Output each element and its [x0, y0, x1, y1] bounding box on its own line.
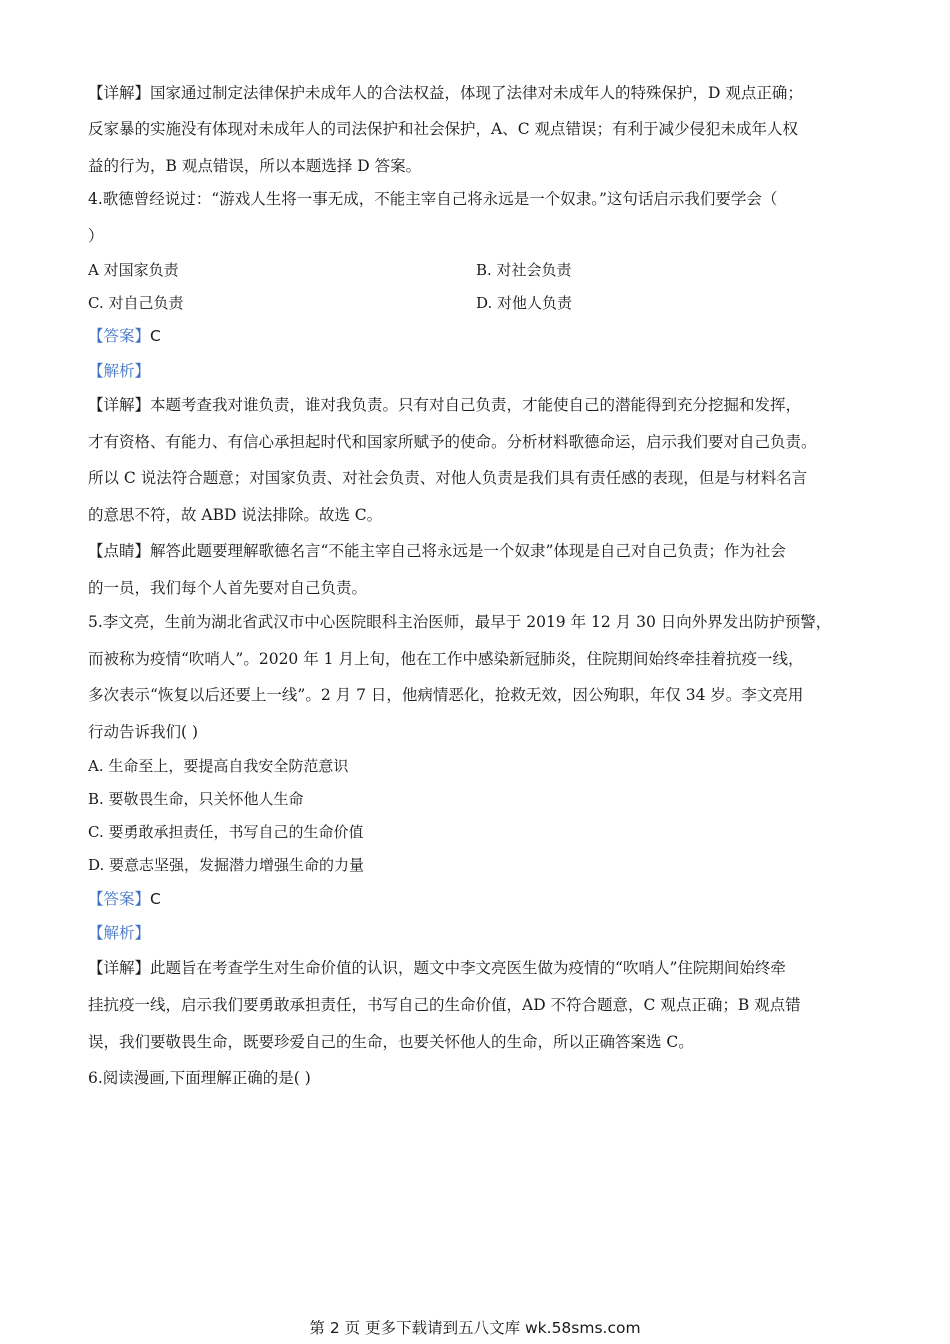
- q5-detail-tag: 【详解】: [88, 959, 151, 977]
- q4-comment-line-1: 【点睛】解答此题要理解歌德名言“不能主宰自己将永远是一个奴隶”体现是自己对自己负责；作为社会: [88, 542, 786, 560]
- q5-option-a: A. 生命至上，要提高自我安全防范意识: [88, 757, 349, 775]
- page-footer: 第 2 页 更多下载请到五八文库 wk.58sms.com: [309, 1319, 641, 1337]
- q5-stem-line-3: 多次表示“恢复以后还要上一线”。2 月 7 日，他病情恶化，抢救无效，因公殉职，年仅 34 岁。李文亮用: [88, 686, 804, 704]
- q4-option-c: C. 对自己负责: [88, 294, 184, 312]
- q4-answer-tag: 【答案】: [88, 327, 151, 345]
- q5-stem-line-2: 而被称为疫情“吹哨人”。2020 年 1 月上旬，他在工作中感染新冠肺炎，住院期间始终牵挂着抗疫一线，: [88, 650, 804, 668]
- q4-detail-tag: 【详解】: [88, 396, 151, 414]
- q5-answer-tag: 【答案】: [88, 890, 151, 908]
- q5-option-b: B. 要敬畏生命，只关怀他人生命: [88, 790, 304, 808]
- q5-analysis-tag: 【解析】: [88, 924, 151, 942]
- q3-detail-line-1: 【详解】国家通过制定法律保护未成年人的合法权益，体现了法律对未成年人的特殊保护，D 观点正确；: [88, 84, 803, 102]
- q4-option-a: A 对国家负责: [88, 261, 179, 279]
- q6-stem: 6.阅读漫画,下面理解正确的是( ): [88, 1069, 311, 1087]
- q4-answer: [88, 325, 161, 347]
- q5-detail-line-2: 挂抗疫一线，启示我们要勇敢承担责任，书写自己的生命价值，AD 不符合题意，C 观点正确；B 观点错: [88, 996, 801, 1014]
- q5-detail-line-3: 误，我们要敬畏生命，既要珍爱自己的生命，也要关怀他人的生命，所以正确答案选 C。: [88, 1033, 694, 1051]
- q4-option-b: B. 对社会负责: [476, 261, 572, 279]
- q5-answer-value: C: [150, 890, 161, 908]
- q5-stem-line-4: 行动告诉我们( ): [88, 723, 199, 741]
- q3-detail-line-2: 反家暴的实施没有体现对未成年人的司法保护和社会保护，A、C 观点错误；有利于减少侵犯未成年人权: [88, 120, 798, 138]
- q5-option-d: D. 要意志坚强，发掘潜力增强生命的力量: [88, 856, 365, 874]
- q4-stem-line-2: ）: [88, 227, 104, 245]
- q5-detail-line-1: 【详解】此题旨在考查学生对生命价值的认识，题文中李文亮医生做为疫情的“吹哨人”住院期间始终牵: [88, 959, 786, 977]
- q4-analysis-tag: 【解析】: [88, 362, 151, 380]
- q4-comment-line-2: 的一员，我们每个人首先要对自己负责。: [88, 579, 368, 597]
- q3-detail-line-3: 益的行为，B 观点错误，所以本题选择 D 答案。: [88, 157, 422, 175]
- q5-answer: [88, 888, 161, 910]
- q4-answer-value: C: [150, 327, 161, 345]
- q4-detail-line-2: 才有资格、有能力、有信心承担起时代和国家所赋予的使命。分析材料歌德命运，启示我们要对自己负责。: [88, 433, 817, 451]
- q3-detail-tag: 【详解】: [88, 84, 151, 102]
- q4-option-d: D. 对他人负责: [476, 294, 573, 312]
- q4-stem-line-1: 4.歌德曾经说过：“游戏人生将一事无成，不能主宰自己将永远是一个奴隶。”这句话启示我们要学会（: [88, 190, 778, 208]
- q4-detail-line-3: 所以 C 说法符合题意；对国家负责、对社会负责、对他人负责是我们具有责任感的表现，但是与材料名言: [88, 469, 808, 487]
- q5-stem-line-1: 5.李文亮，生前为湖北省武汉市中心医院眼科主治医师，最早于 2019 年 12 月 30 日向外界发出防护预警，: [88, 613, 832, 631]
- q4-detail-line-1: 【详解】本题考查我对谁负责，谁对我负责。只有对自己负责，才能使自己的潜能得到充分挖掘和发挥，: [88, 396, 802, 414]
- q4-comment-tag: 【点睛】: [88, 542, 151, 560]
- q4-detail-line-4: 的意思不符，故 ABD 说法排除。故选 C。: [88, 506, 383, 524]
- q5-option-c: C. 要勇敢承担责任，书写自己的生命价值: [88, 823, 364, 841]
